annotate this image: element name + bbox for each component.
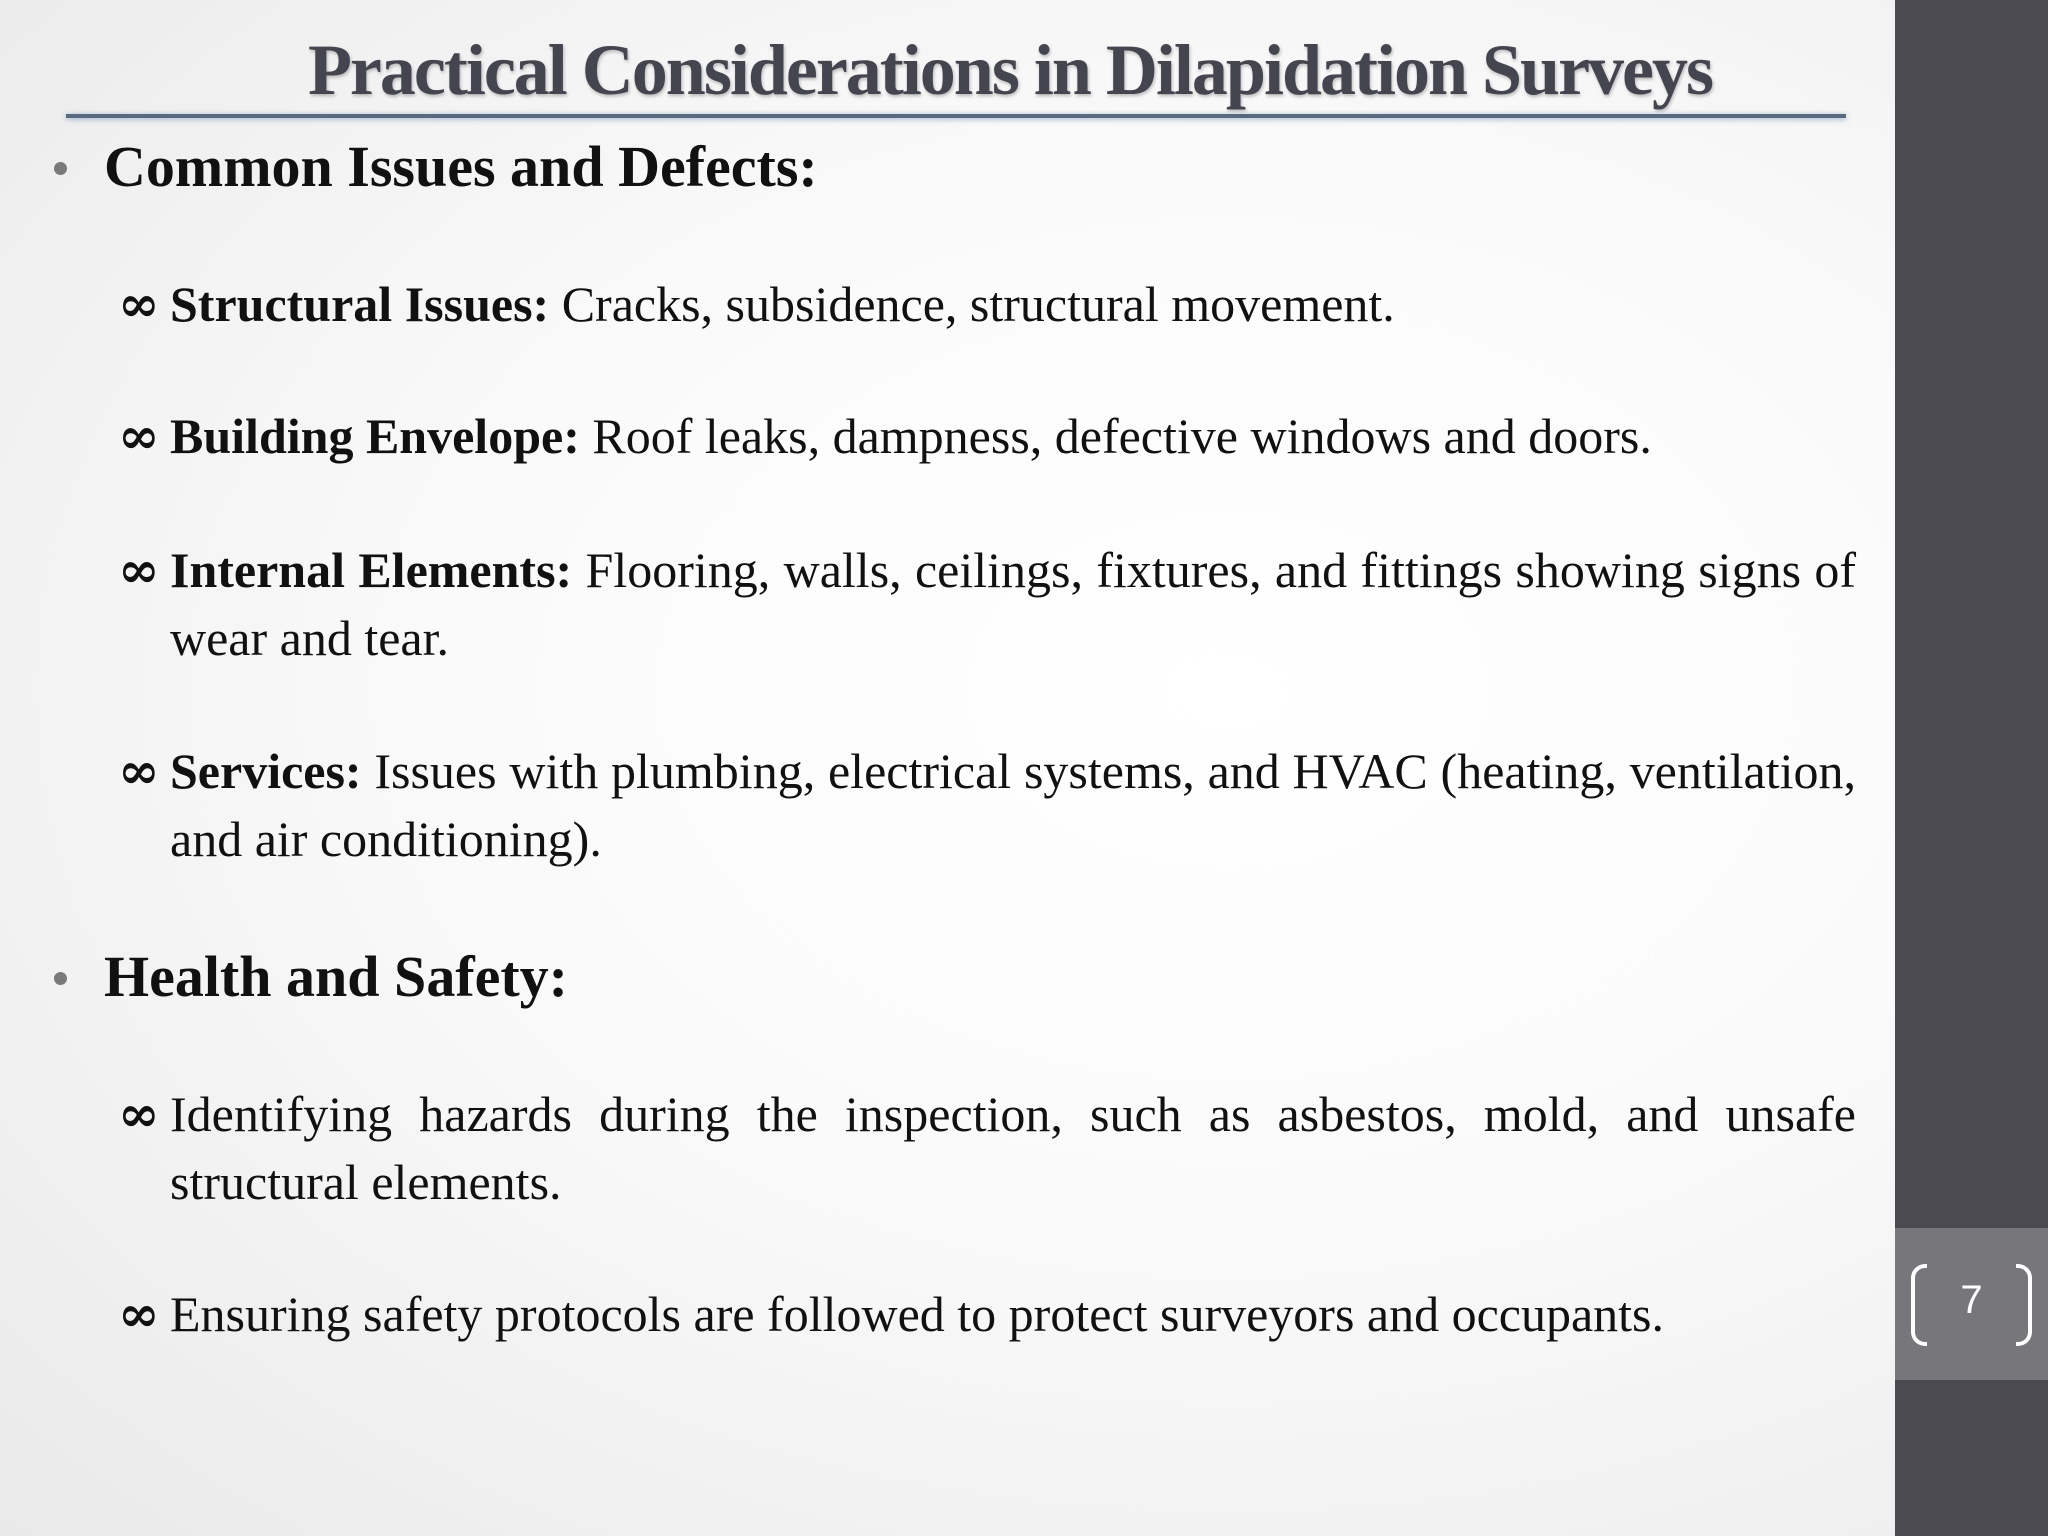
infinity-bullet-icon: ∞	[118, 1284, 160, 1343]
infinity-bullet-icon: ∞	[118, 540, 160, 599]
list-item-internal-elements	[170, 536, 1856, 672]
item-text: Ensuring safety protocols are followed to protect surveyors and occupants.	[170, 1286, 1665, 1342]
title-underline	[66, 114, 1846, 118]
section-heading-common-issues: Common Issues and Defects:	[104, 134, 818, 199]
slide-title: Practical Considerations in Dilapidation Surveys	[307, 30, 1713, 110]
list-item-safety-protocols	[170, 1280, 1856, 1348]
bullet-dot-icon	[54, 162, 67, 175]
infinity-bullet-icon: ∞	[118, 406, 160, 465]
page-number: 7	[1960, 1278, 1983, 1322]
item-text: Identifying hazards during the inspection, such as asbestos, mold, and unsafe structural elements.	[170, 1086, 1856, 1210]
bracket-right-icon	[2016, 1264, 2032, 1346]
list-item-identifying-hazards	[170, 1080, 1856, 1216]
infinity-bullet-icon: ∞	[118, 741, 160, 800]
item-label: Internal Elements:	[170, 542, 573, 598]
item-label: Building Envelope:	[170, 408, 580, 464]
item-text: Roof leaks, dampness, defective windows and doors.	[592, 408, 1652, 464]
bullet-dot-icon	[54, 972, 67, 985]
item-text: Issues with plumbing, electrical systems, and HVAC (heating, ventilation, and air conditioning).	[170, 743, 1856, 867]
item-text: Flooring, walls, ceilings, fixtures, and fittings showing signs of wear and tear.	[170, 542, 1857, 666]
infinity-bullet-icon: ∞	[118, 274, 160, 333]
list-item-services	[170, 737, 1856, 873]
page-number-box	[1895, 1228, 2048, 1380]
list-item-structural-issues	[170, 270, 1856, 338]
item-text: Cracks, subsidence, structural movement.	[561, 276, 1395, 332]
list-item-building-envelope	[170, 402, 1856, 470]
infinity-bullet-icon: ∞	[118, 1084, 160, 1143]
item-label: Services:	[170, 743, 362, 799]
item-label: Structural Issues:	[170, 276, 550, 332]
section-heading-health-safety: Health and Safety:	[104, 944, 568, 1009]
